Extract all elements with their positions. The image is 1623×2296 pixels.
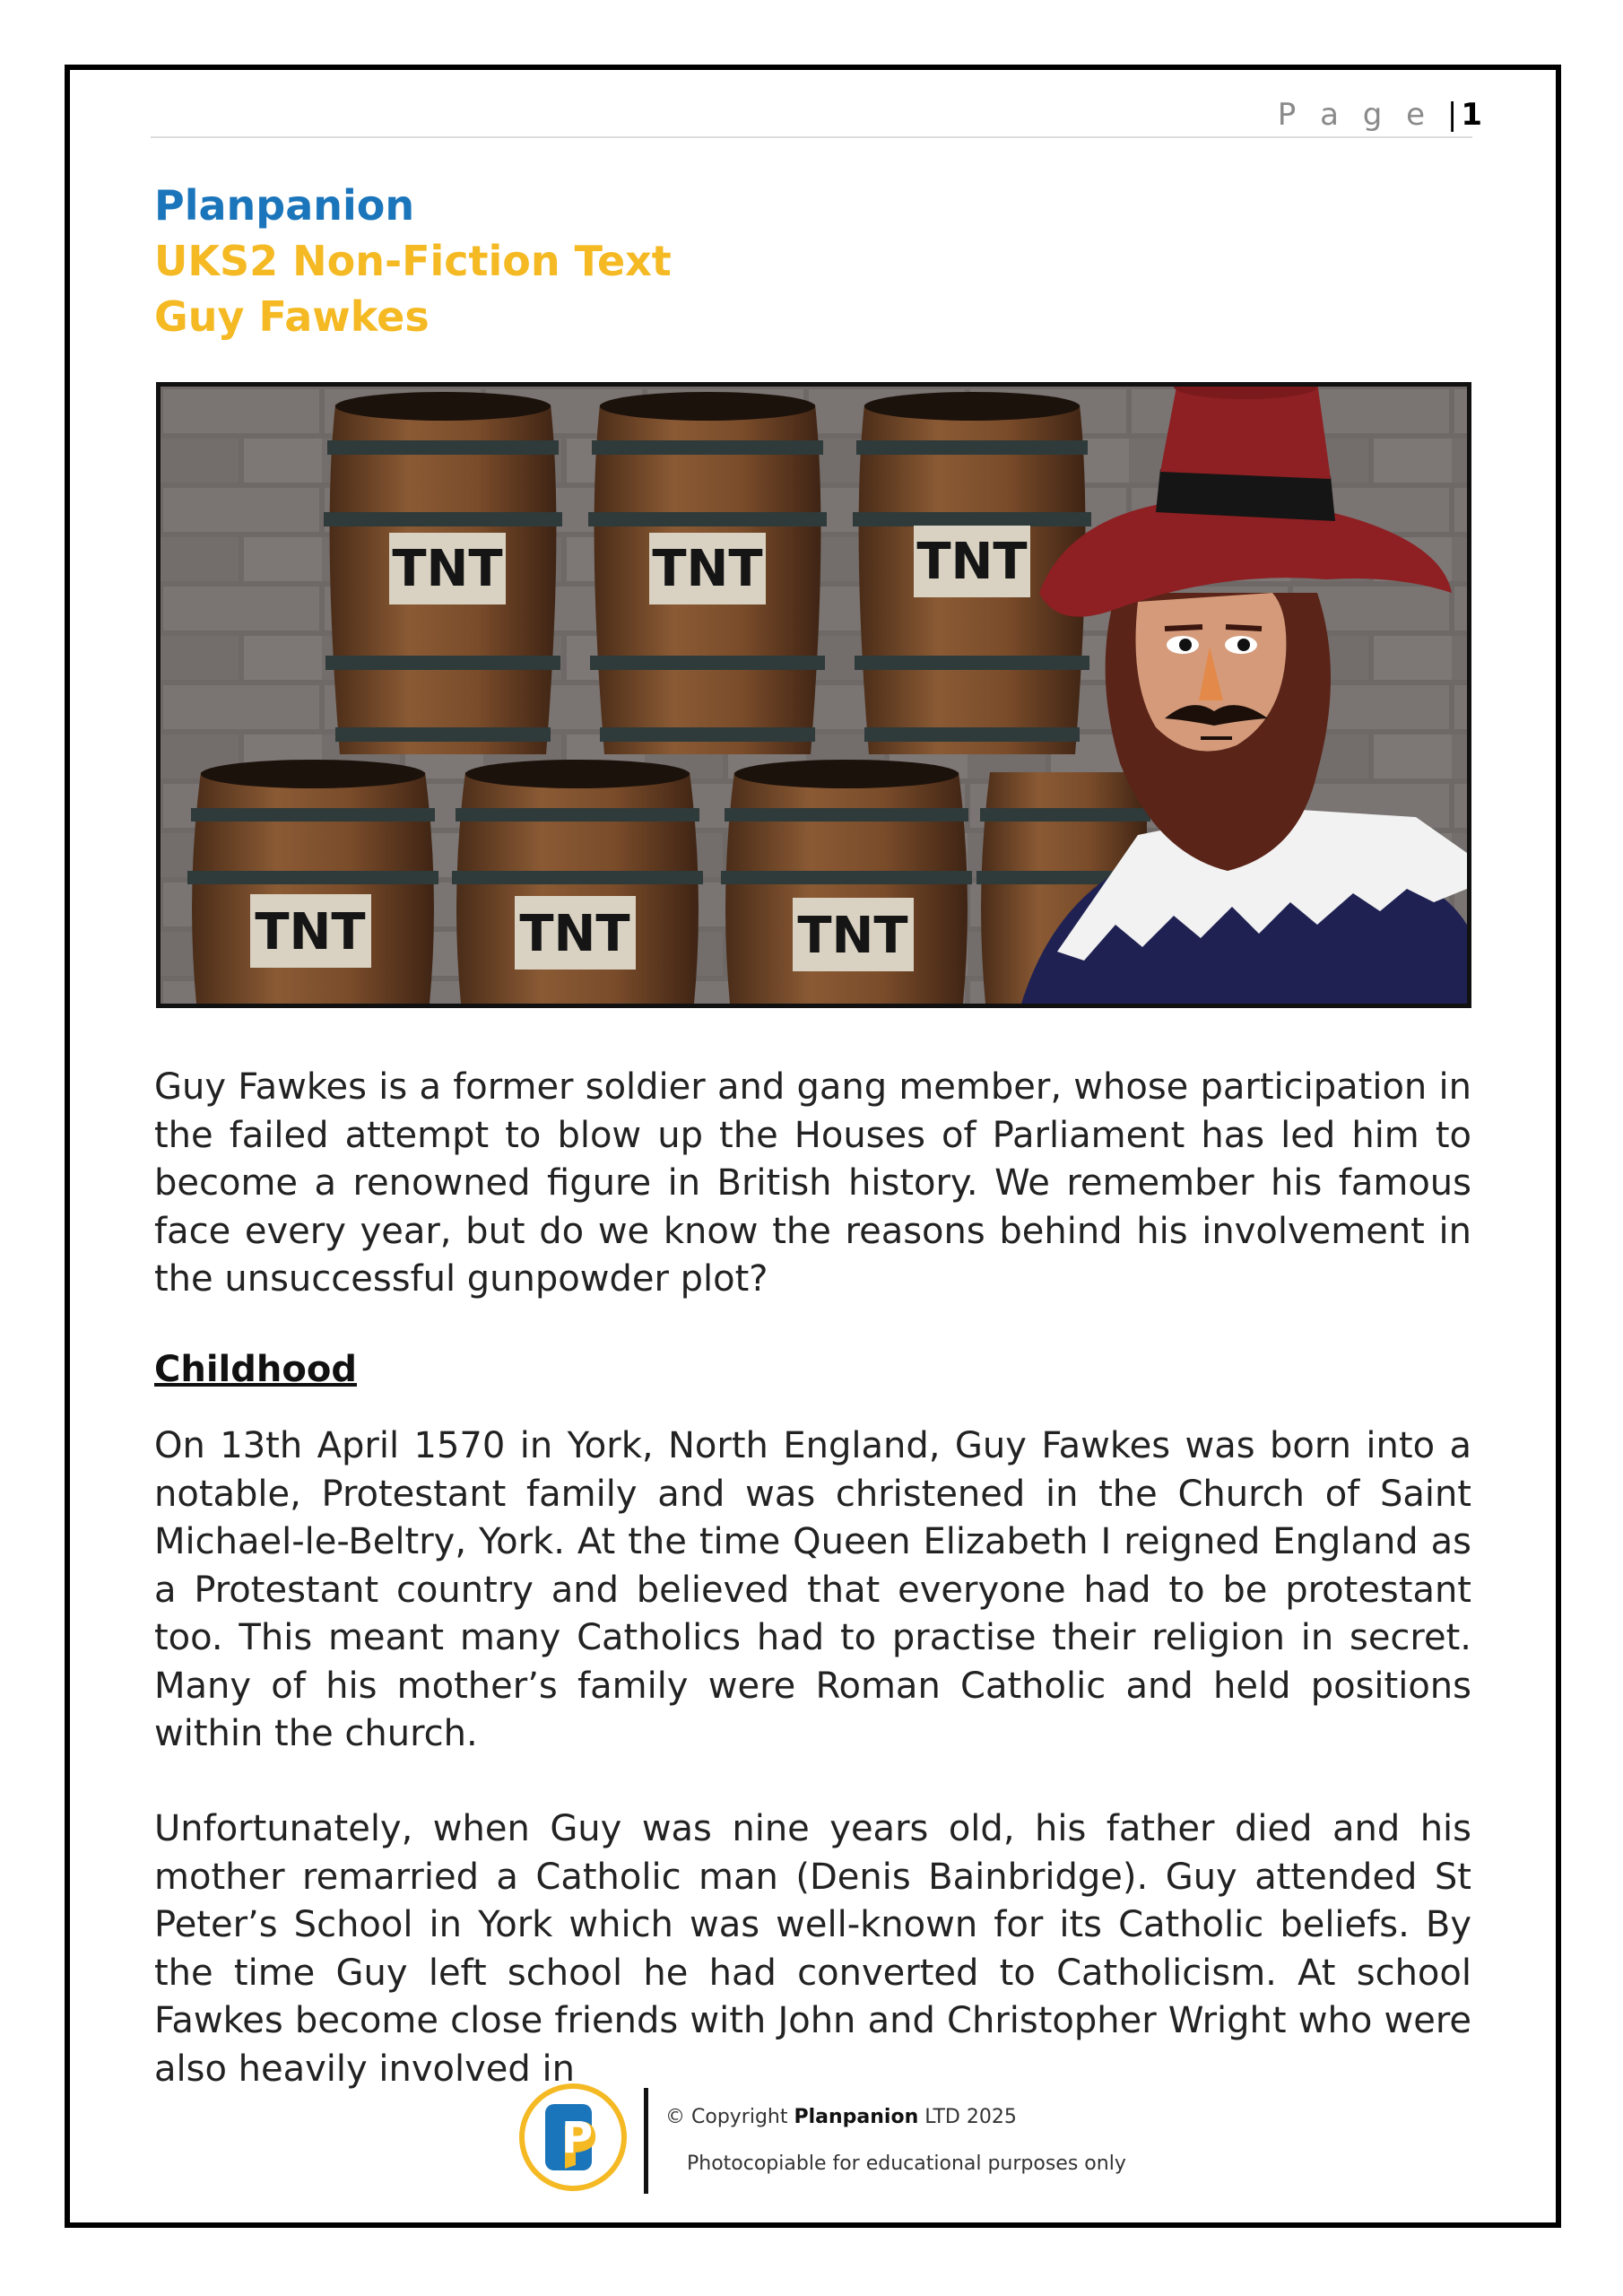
photocopiable-note: Photocopiable for educational purposes only <box>687 2152 1126 2175</box>
copyright-text <box>665 2106 1017 2128</box>
subtitle: UKS2 Non-Fiction Text <box>154 237 672 285</box>
barrel-label: TNT <box>916 533 1028 591</box>
title-block <box>154 178 672 344</box>
barrel-label: TNT <box>392 540 503 598</box>
planpanion-logo-icon <box>518 2083 628 2192</box>
childhood-paragraph-1: On 13th April 1570 in York, North England, Guy Fawkes was born into a notable, Protestant family and was christened in the Church of Saint Michael-le-Beltry, York. At the time Queen Elizabeth I reigned England as a Protestant country and believed that everyone had to be protestant too. This meant many Catholics had to practise their religion in secret. Many of his mother’s family were Roman Catholic and held positions within the church. <box>154 1425 1471 1754</box>
barrel-label: TNT <box>519 905 630 963</box>
page-label: P a g e <box>1277 97 1433 133</box>
page-number <box>1278 97 1482 133</box>
copyright-prefix: © Copyright <box>665 2106 794 2128</box>
page-separator: | <box>1446 97 1458 133</box>
section-heading-childhood: Childhood <box>154 1349 357 1390</box>
intro-paragraph: Guy Fawkes is a former soldier and gang member, whose participation in the failed attempt to blow up the Houses of Parliament has led him to become a renowned figure in British history. We remember his famous face every year, but do we know the reasons behind his involvement in the unsuccessful gunpowder plot? <box>154 1066 1471 1300</box>
barrel-bottom-3 <box>721 760 972 1004</box>
brand-title: Planpanion <box>154 181 415 230</box>
barrel-label: TNT <box>797 907 908 965</box>
barrel-label: TNT <box>652 540 763 598</box>
illustration-svg <box>161 387 1467 1004</box>
childhood-paragraph-2: Unfortunately, when Guy was nine years old, his father died and his mother remarried a Catholic man (Denis Bainbridge). Guy attended St Peter’s School in York which was well-known for its Catholic beliefs. By the time Guy left school he had converted to Catholicism. At school Fawkes become close friends with John and Christopher Wright who were also heavily involved in <box>154 1808 1471 2090</box>
topic-title: Guy Fawkes <box>154 292 430 341</box>
logo-letter: P <box>561 2113 594 2163</box>
copyright-brand: Planpanion <box>794 2106 919 2128</box>
barrel-bottom-2 <box>452 760 703 1004</box>
barrel-top-2 <box>588 392 827 754</box>
footer-divider <box>644 2088 648 2194</box>
barrel-top-1 <box>324 392 562 754</box>
page-number-value: 1 <box>1461 97 1482 133</box>
barrel-label: TNT <box>255 903 366 961</box>
barrel-bottom-1 <box>187 760 438 1004</box>
guy-fawkes-illustration <box>156 382 1471 1008</box>
copyright-suffix: LTD 2025 <box>918 2106 1017 2128</box>
header-rule <box>151 136 1472 138</box>
